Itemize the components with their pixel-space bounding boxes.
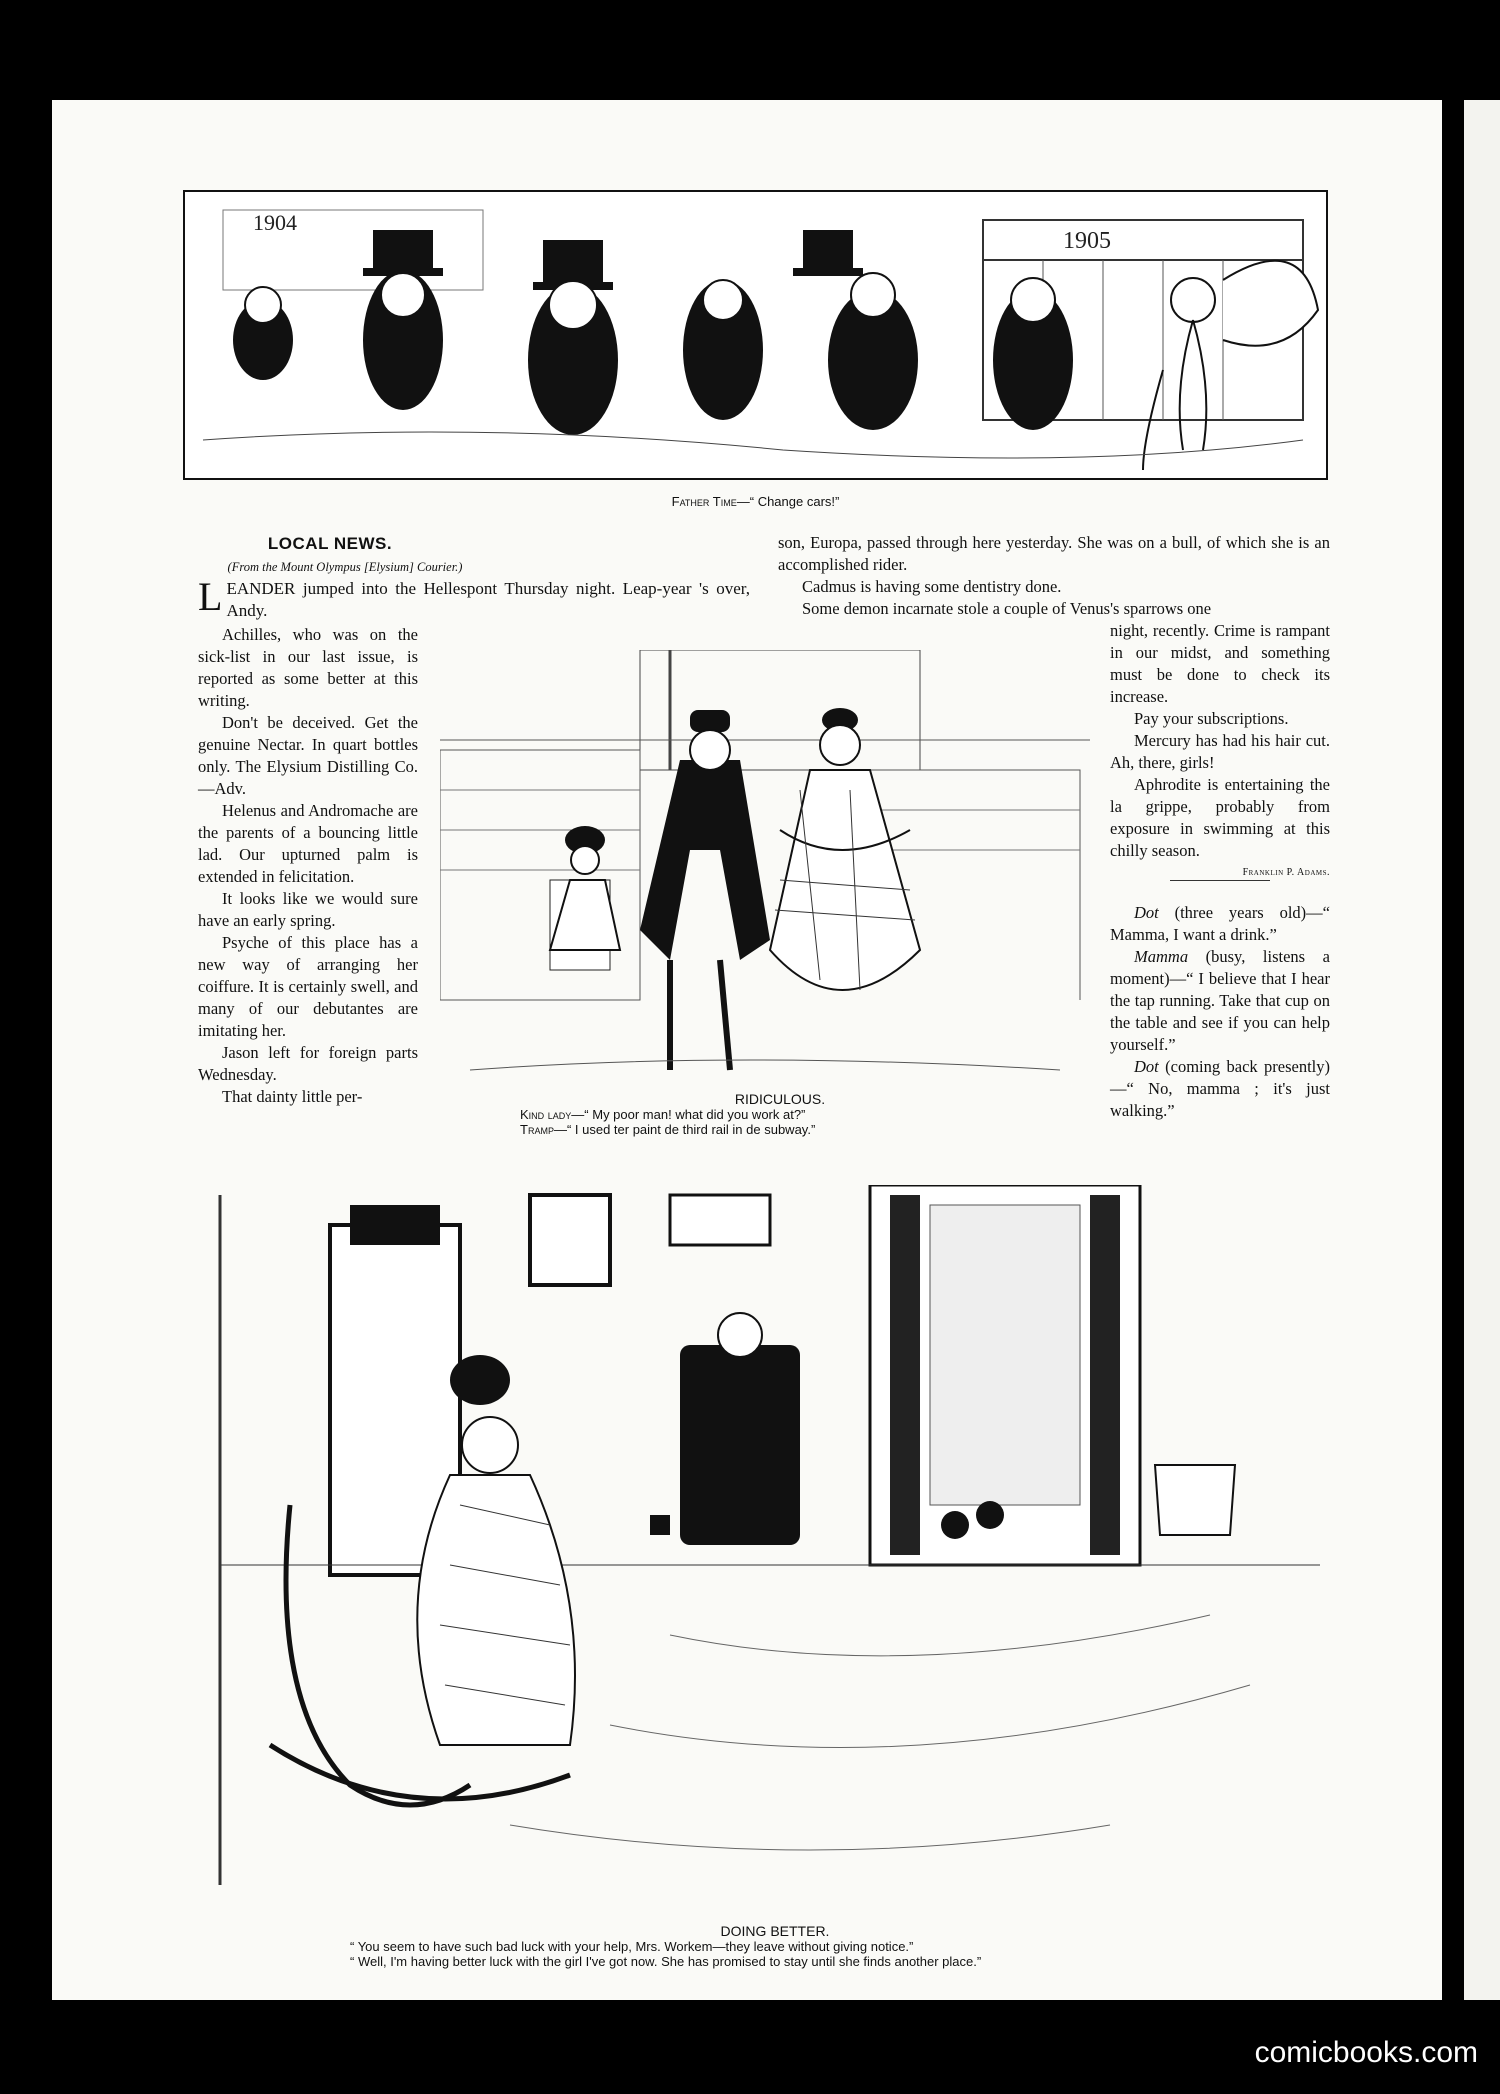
author-signature: Franklin P. Adams. [1242,867,1330,878]
drop-cap: L [198,574,223,619]
local-news-right-column [1110,620,1330,884]
news-item: Achilles, who was on the sick-list in our last issue, is reported as some better at this writing. [198,625,418,710]
caption-line: Tramp—“ I used ter paint de third rail in de subway.” [520,1122,816,1137]
watermark-text: comicbooks.com [1254,2036,1478,2069]
caption-quote: —“ Change cars!” [736,494,840,509]
news-item: Some demon incarnate stole a couple of Venus's sparrows one [802,599,1212,618]
news-item: Cadmus is having some dentistry done. [802,577,1062,596]
caption-line: “ Well, I'm having better luck with the girl I've got now. She has promised to stay until she finds another place.” [350,1954,982,1969]
news-item: That dainty little per- [222,1087,363,1106]
news-item: Helenus and Andromache are the parents of a bouncing little lad. Our upturned palm is extended in felicitation. [198,801,418,886]
news-item: Pay your subscriptions. [1134,709,1289,728]
news-item: Mercury has had his hair cut. Ah, there, girls! [1110,731,1330,772]
local-news-opening [198,574,750,622]
cartoon-doing-better [210,1185,1330,1905]
news-item: Aphrodite is entertaining the la grippe, probably from exposure in swimming at this chilly season. [1110,775,1330,860]
caption-ridiculous [520,1092,1040,1137]
year-1905-label: 1905 [1063,228,1111,254]
speaker-name: Dot [1134,903,1159,922]
news-item: night, recently. Crime is rampant in our midst, and something must be done to check its increase. [1110,621,1330,706]
dialogue-line: Dot (coming back presently)—“ No, mamma ; it's just walking.” [1110,1057,1330,1120]
news-item: son, Europa, passed through here yesterday. She was on a bull, of which she is an accomplished rider. [778,533,1330,574]
local-news-top-right [778,532,1330,620]
speaker-name: Mamma [1134,947,1189,966]
caption-doing-better [350,1924,1200,1969]
caption-speaker: Father Time [671,494,737,509]
opening-text: EANDER jumped into the Hellespont Thursday night. Leap-year 's over, Andy. [226,579,750,620]
cartoon-title: RIDICULOUS. [734,1091,826,1107]
dot-anecdote [1110,902,1330,1122]
news-item: Jason left for foreign parts Wednesday. [198,1043,418,1084]
caption-father-time [183,494,1328,509]
news-item: Don't be deceived. Get the genuine Nectar. In quart bottles only. The Elysium Distilling Co.—Adv. [198,713,418,798]
local-news-left-column [198,624,418,1108]
dialogue-line: Mamma (busy, listens a moment)—“ I believe that I hear the tap running. Take that cup on the table and see if you can help yourself.” [1110,947,1330,1054]
cartoon-father-time [183,190,1328,480]
caption-line: “ You seem to have such bad luck with your help, Mrs. Workem—they leave without giving notice.” [350,1939,914,1954]
cartoon-ridiculous [440,650,1090,1090]
dialogue-line: Dot (three years old)—“ Mamma, I want a drink.” [1110,903,1330,944]
news-item: Psyche of this place has a new way of arranging her coiffure. It is certainly swell, and many of our debutantes are imitating her. [198,933,418,1040]
cartoon-title: DOING BETTER. [720,1923,830,1939]
adjacent-page-edge [1450,100,1500,2000]
speaker-name: Dot [1134,1057,1159,1076]
column-divider [1170,880,1270,881]
local-news-source: (From the Mount Olympus [Elysium] Courier.) [227,560,463,574]
year-1904-label: 1904 [253,210,297,235]
local-news-title: LOCAL NEWS. [267,534,393,553]
caption-line: Kind lady—“ My poor man! what did you work at?” [520,1107,806,1122]
news-item: It looks like we would sure have an early spring. [198,889,418,930]
